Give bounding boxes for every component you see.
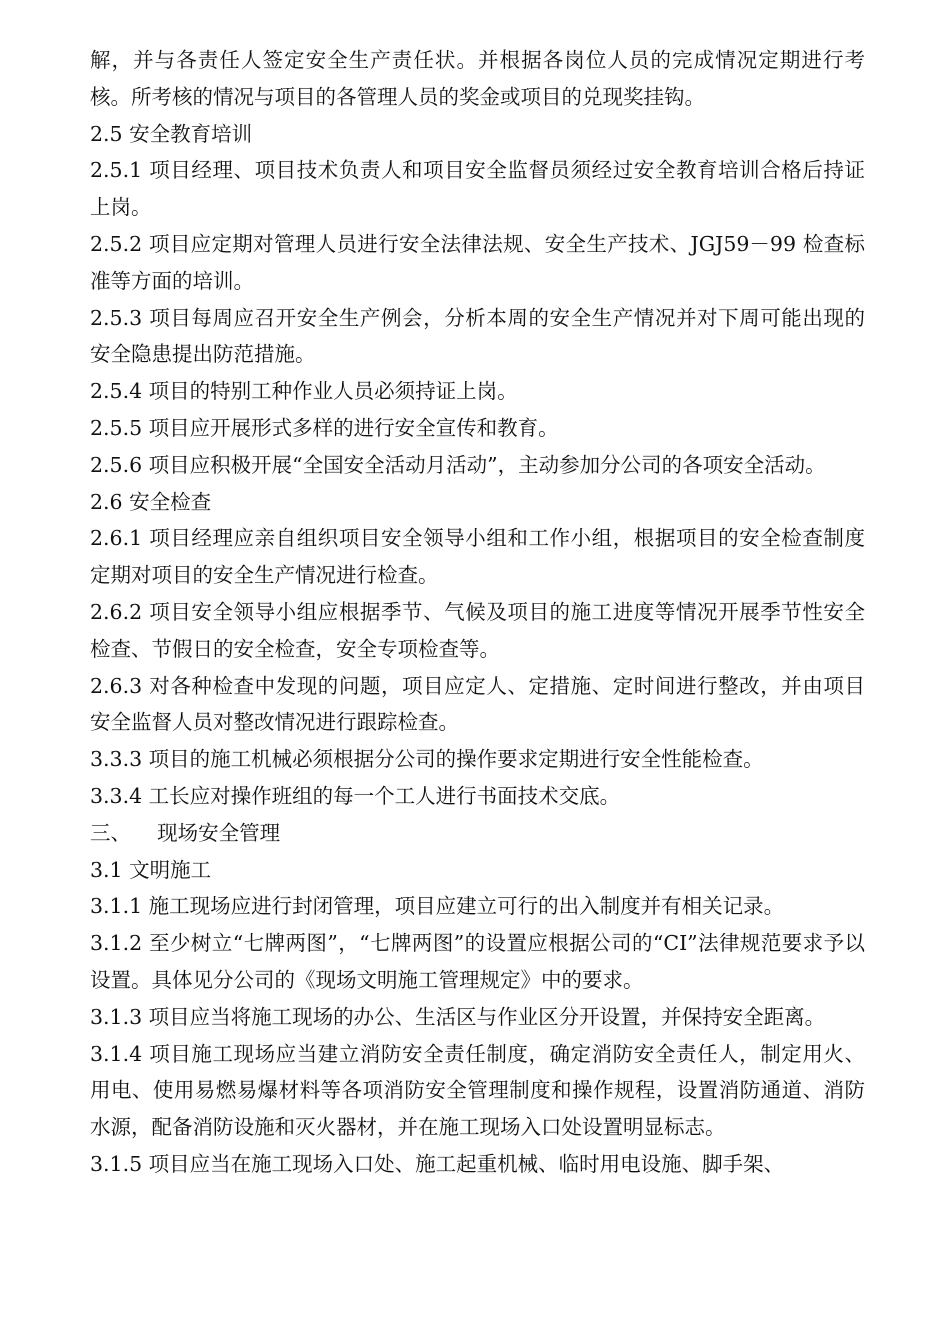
paragraph-2-5-3: 2.5.3 项目每周应召开安全生产例会，分析本周的安全生产情况并对下周可能出现的安全隐患提出防范措施。	[90, 305, 865, 367]
chapter-heading-3: 三、 现场安全管理	[90, 820, 281, 845]
section-heading-2-5: 2.5 安全教育培训	[90, 121, 253, 146]
paragraph-2-6-3: 2.6.3 对各种检查中发现的问题，项目应定人、定措施、定时间进行整改，并由项目安全监督人员对整改情况进行跟踪检查。	[90, 673, 865, 735]
paragraph-2-5-4: 2.5.4 项目的特别工种作业人员必须持证上岗。	[90, 379, 518, 404]
paragraph-3-1-2: 3.1.2 至少树立“七牌两图”，“七牌两图”的设置应根据公司的“CI”法律规范要求予以设置。具体见分公司的《现场文明施工管理规定》中的要求。	[90, 931, 865, 992]
section-heading-2-6: 2.6 安全检查	[90, 489, 212, 514]
paragraph-3-1-5: 3.1.5 项目应当在施工现场入口处、施工起重机械、临时用电设施、脚手架、	[90, 1151, 785, 1176]
paragraph-2-5-6: 2.5.6 项目应积极开展“全国安全活动月活动”，主动参加分公司的各项安全活动。	[90, 452, 826, 477]
paragraph-2-5-5: 2.5.5 项目应开展形式多样的进行安全宣传和教育。	[90, 415, 559, 440]
paragraph-3-3-3: 3.3.3 项目的施工机械必须根据分公司的操作要求定期进行安全性能检查。	[90, 747, 764, 772]
paragraph-2-5-2: 2.5.2 项目应定期对管理人员进行安全法律法规、安全生产技术、JGJ59－99 检查标准等方面的培训。	[90, 231, 865, 293]
paragraph-3-1-1: 3.1.1 施工现场应进行封闭管理，项目应建立可行的出入制度并有相关记录。	[90, 894, 785, 919]
section-heading-3-1: 3.1 文明施工	[90, 857, 212, 882]
paragraph-3-1-4: 3.1.4 项目施工现场应当建立消防安全责任制度，确定消防安全责任人，制定用火、用电、使用易燃易爆材料等各项消防安全管理制度和操作规程，设置消防通道、消防水源，配备消防设施和灭火器材，并在施工现场入口处设置明显标志。	[90, 1041, 865, 1140]
paragraph-2-6-2: 2.6.2 项目安全领导小组应根据季节、气候及项目的施工进度等情况开展季节性安全检查、节假日的安全检查，安全专项检查等。	[90, 599, 865, 661]
paragraph-3-3-4: 3.3.4 工长应对操作班组的每一个工人进行书面技术交底。	[90, 783, 621, 808]
paragraph-3-1-3: 3.1.3 项目应当将施工现场的办公、生活区与作业区分开设置，并保持安全距离。	[90, 1004, 826, 1029]
paragraph-2-6-1: 2.6.1 项目经理应亲自组织项目安全领导小组和工作小组，根据项目的安全检查制度定期对项目的安全生产情况进行检查。	[90, 526, 865, 588]
paragraph-continuation: 解，并与各责任人签定安全生产责任状。并根据各岗位人员的完成情况定期进行考核。所考核的情况与项目的各管理人员的奖金或项目的兑现奖挂钩。	[90, 48, 865, 109]
paragraph-2-5-1: 2.5.1 项目经理、项目技术负责人和项目安全监督员须经过安全教育培训合格后持证上岗。	[90, 158, 865, 220]
document-page	[90, 42, 865, 1183]
